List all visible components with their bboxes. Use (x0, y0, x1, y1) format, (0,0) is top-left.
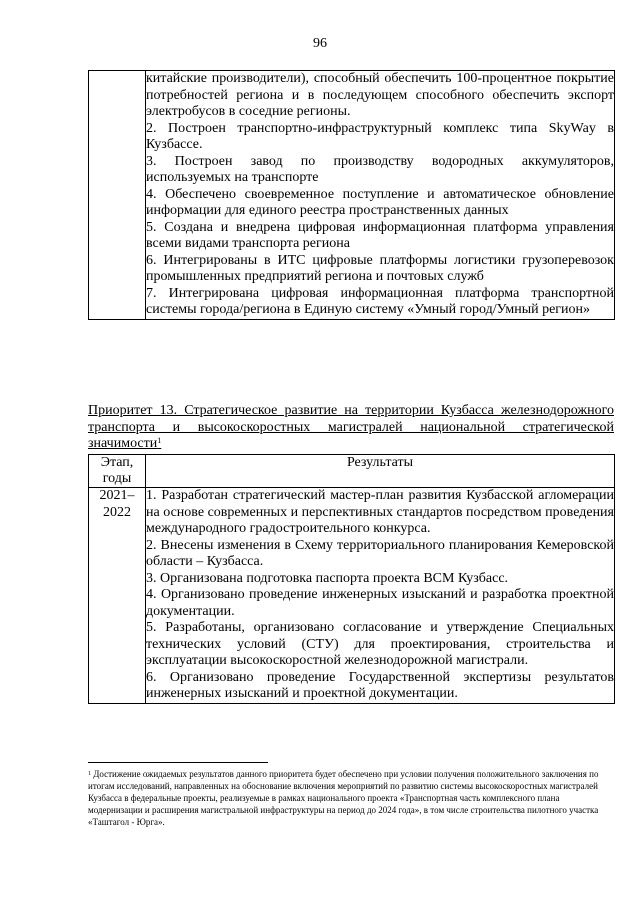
footnote-divider (88, 762, 268, 763)
footnote-number: 1 (88, 771, 91, 777)
result-item: 1. Разработан стратегический мастер-план развития Кузбасской агломерации на основе современных и перспективных стандартов посредством проведения международного градостроительного конкурса. (146, 488, 614, 536)
result-item: 5. Разработаны, организовано согласование и утверждение Специальных технических условий (СТУ) для проектирования, строительства и эксплуатации высокоскоростной железнодорожной магистрали. (146, 620, 614, 668)
result-item: 2. Внесены изменения в Схему территориального планирования Кемеровской области – Кузбасса. (146, 537, 614, 569)
result-item: 4. Обеспечено своевременное поступление и автоматическое обновление информации для единого реестра пространственных данных (146, 186, 614, 218)
result-item: 3. Построен завод по производству водородных аккумуляторов, используемых на транспорте (146, 153, 614, 185)
results-cell (146, 488, 615, 704)
header-stage: Этап, годы (89, 455, 146, 488)
header-results: Результаты (146, 455, 615, 488)
results-table-continued (88, 70, 615, 320)
stage-cell: 2021–2022 (89, 488, 146, 704)
result-item: 5. Создана и внедрена цифровая информационная платформа управления всеми видами транспорта региона (146, 219, 614, 251)
priority-heading-text: Приоритет 13. Стратегическое развитие на территории Кузбасса железнодорожного транспорта и высокоскоростных магистралей национальной стратегической значимости (88, 403, 614, 451)
footnote-marker: 1 (157, 436, 162, 445)
result-item: 6. Интегрированы в ИТС цифровые платформы логистики грузоперевозок промышленных предприятий региона и почтовых служб (146, 252, 614, 284)
stage-cell-empty (89, 71, 146, 320)
result-item: 3. Организована подготовка паспорта проекта ВСМ Кузбасс. (146, 570, 509, 586)
result-item: китайские производители), способный обеспечить 100-процентное покрытие потребностей региона и в последующем способного обеспечить экспорт электробусов в соседние регионы. (146, 71, 614, 119)
result-item: 6. Организовано проведение Государственной экспертизы результатов инженерных изысканий и проектной документации. (146, 669, 614, 701)
results-table (88, 454, 615, 704)
table-header-row (89, 455, 615, 488)
footnote-text: Достижение ожидаемых результатов данного приоритета будет обеспечено при условии получения положительного заключения по итогам исследований, направленных на обоснование включения мероприятий по развитию системы высокоскоростных магистралей Кузбасса в федеральные проекты, реализуемые в рамках национального проекта «Транспортная часть комплексного плана модернизации и расширения магистральной инфраструктуры на период до 2024 года», в том числе строительства пилотного участка «Таштагол - Юрга». (88, 769, 599, 827)
result-item: 2. Построен транспортно-инфраструктурный комплекс типа SkyWay в Кузбассе. (146, 120, 614, 152)
table-row (89, 71, 615, 320)
result-item: 4. Организовано проведение инженерных изысканий и разработка проектной документации. (146, 587, 614, 619)
page-number: 96 (313, 36, 327, 51)
result-item: 7. Интегрирована цифровая информационная платформа транспортной системы города/региона в Единую систему «Умный город/Умный регион» (146, 285, 614, 317)
priority-heading (88, 403, 614, 453)
results-cell (146, 71, 615, 320)
table-row (89, 488, 615, 704)
footnote (88, 768, 614, 828)
